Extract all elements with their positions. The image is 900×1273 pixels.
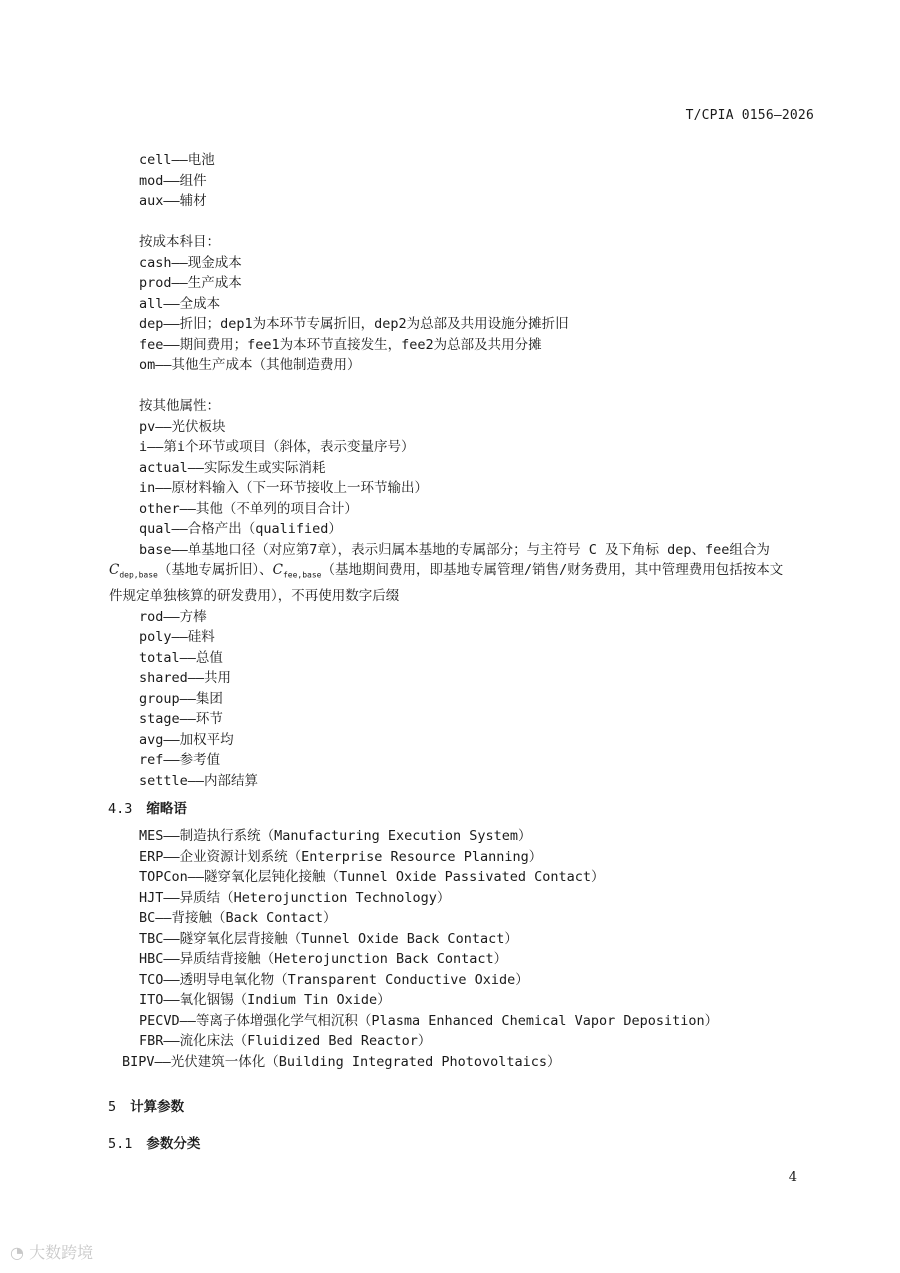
abbreviation-item: ITO——氧化铟锡（Indium Tin Oxide） — [139, 992, 391, 1008]
abbreviation-item: TOPCon——隧穿氧化层钝化接触（Tunnel Oxide Passivated Contact） — [139, 869, 605, 885]
watermark: ◔ 大数跨境 — [10, 1243, 94, 1262]
definition-line: group——集团 — [139, 690, 223, 707]
definition-line: mod——组件 — [139, 172, 207, 189]
abbreviation-item: BC——背接触（Back Contact） — [139, 910, 337, 926]
group-title: 按成本科目： — [139, 234, 220, 250]
section-heading-5-1: 5.1 参数分类 — [108, 1136, 201, 1152]
symbol-c: C — [109, 562, 120, 578]
definition-line: ref——参考值 — [139, 752, 221, 769]
definition-line: om——其他生产成本（其他制造费用） — [139, 357, 361, 373]
symbol-c: C — [272, 562, 283, 578]
symbol-definitions — [109, 150, 789, 791]
definition-line: cell——电池 — [139, 152, 215, 168]
abbreviation-item: FBR——流化床法（Fluidized Bed Reactor） — [139, 1033, 432, 1049]
definition-line: qual——合格产出（qualified） — [139, 521, 342, 537]
watermark-logo-icon: ◔ — [10, 1243, 24, 1262]
section-heading-4-3: 4.3 缩略语 — [108, 801, 187, 817]
definition-line: avg——加权平均 — [139, 731, 234, 748]
definition-line: shared——共用 — [139, 670, 232, 687]
section-heading-5: 5 计算参数 — [108, 1099, 185, 1115]
definition-line: cash——现金成本 — [139, 254, 242, 271]
abbreviation-item: ERP——企业资源计划系统（Enterprise Resource Planning） — [139, 848, 543, 865]
abbreviation-item: TBC——隧穿氧化层背接触（Tunnel Oxide Back Contact） — [139, 930, 518, 947]
abbreviation-list — [122, 826, 719, 1072]
definition-line: aux——辅材 — [139, 193, 207, 209]
base-definition-paragraph: base——单基地口径（对应第7章），表示归属本基地的专属部分；与主符号 C 及下角标 dep、fee组合为 $C_{dep,base}$（基地专属折旧）、$C_{fee,base}$（基地期间费用，即基地专属管理/销售/财务费用，其中管理费用包括按本文件规定单独核算的研发费用），不再使用数字后缀 — [109, 541, 784, 605]
abbreviation-item: BIPV——光伏建筑一体化（Building Integrated Photovoltaics） — [122, 1053, 561, 1070]
definition-line: poly——硅料 — [139, 629, 215, 646]
abbreviation-item: HJT——异质结（Heterojunction Technology） — [139, 889, 451, 906]
definition-line: pv——光伏板块 — [139, 418, 226, 435]
definition-line: actual——实际发生或实际消耗 — [139, 459, 326, 476]
abbreviation-item: HBC——异质结背接触（Heterojunction Back Contact） — [139, 951, 508, 967]
group-title: 按其他属性： — [139, 398, 220, 414]
definition-line: rod——方棒 — [139, 608, 207, 625]
definition-line: fee——期间费用；fee1为本环节直接发生，fee2为总部及共用分摊 — [139, 336, 542, 353]
subscript: fee,base — [282, 570, 322, 580]
abbreviation-item: MES——制造执行系统（Manufacturing Execution System） — [139, 828, 532, 844]
definition-line: prod——生产成本 — [139, 275, 242, 291]
definition-line: all——全成本 — [139, 295, 221, 312]
definition-line: settle——内部结算 — [139, 772, 259, 789]
subscript: dep,base — [119, 570, 158, 580]
definition-line: in——原材料输入（下一环节接收上一环节输出） — [139, 480, 429, 496]
definition-line: i——第i个环节或项目（斜体，表示变量序号） — [139, 439, 415, 455]
abbreviation-item: TCO——透明导电氧化物（Transparent Conductive Oxide） — [139, 971, 529, 988]
standard-code: T/CPIA 0156—2026 — [685, 108, 814, 123]
definition-line: stage——环节 — [139, 711, 223, 728]
abbreviation-item: PECVD——等离子体增强化学气相沉积（Plasma Enhanced Chemical Vapor Deposition） — [139, 1012, 719, 1029]
definition-line: other——其他（不单列的项目合计） — [139, 500, 358, 517]
definition-line: total——总值 — [139, 649, 223, 666]
definition-line: dep——折旧；dep1为本环节专属折旧，dep2为总部及共用设施分摊折旧 — [139, 316, 569, 332]
page-number: 4 — [788, 1170, 797, 1185]
